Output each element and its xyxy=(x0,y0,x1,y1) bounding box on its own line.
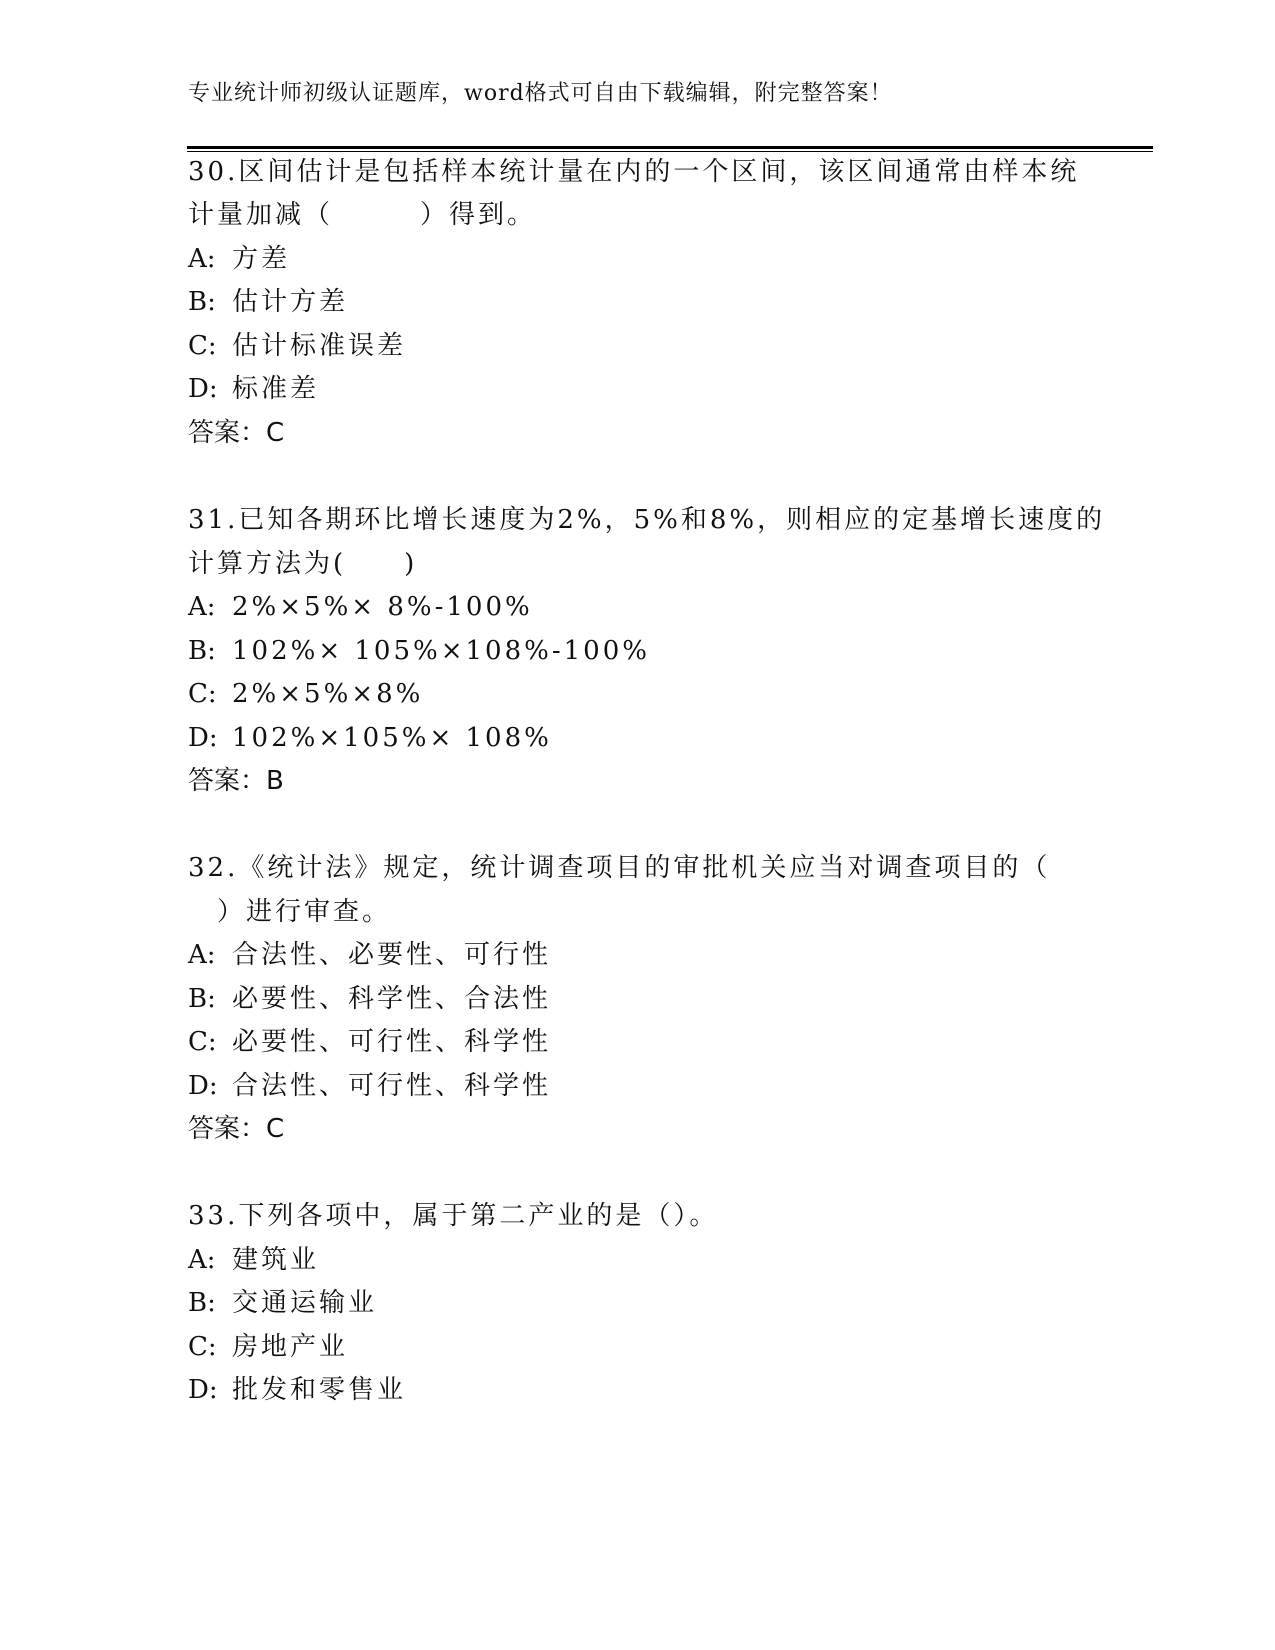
option-d xyxy=(188,1373,406,1407)
option-letter: C: xyxy=(188,331,217,361)
question-text-line: 32.《统计法》规定，统计调查项目的审批机关应当对调查项目的（ xyxy=(188,853,1051,883)
answer: 答案：C xyxy=(188,1114,285,1144)
option-d xyxy=(188,721,552,755)
question-text-line: 31.已知各期环比增长速度为2%，5%和8%，则相应的定基增长速度的 xyxy=(188,505,1106,535)
option-a xyxy=(188,1243,319,1277)
option-b xyxy=(188,634,650,668)
option-letter: B: xyxy=(188,287,216,317)
option-text: 102%× 105%×108%-100% xyxy=(232,636,650,666)
header-divider xyxy=(187,146,1153,152)
option-text: 合法性、必要性、可行性 xyxy=(232,940,552,970)
option-letter: B: xyxy=(188,984,216,1014)
option-text: 房地产业 xyxy=(232,1332,349,1362)
option-a xyxy=(188,938,551,972)
option-letter: D: xyxy=(188,1071,218,1101)
option-c xyxy=(188,1025,551,1059)
answer: 答案：B xyxy=(188,766,284,796)
option-text: 批发和零售业 xyxy=(232,1375,407,1405)
option-text: 估计标准误差 xyxy=(232,331,407,361)
option-letter: A: xyxy=(188,1245,216,1275)
option-letter: D: xyxy=(188,723,218,753)
answer: 答案：C xyxy=(188,418,285,448)
option-b xyxy=(188,1286,377,1320)
option-letter: A: xyxy=(188,592,216,622)
option-text: 交通运输业 xyxy=(232,1288,378,1318)
option-letter: C: xyxy=(188,1332,217,1362)
option-letter: C: xyxy=(188,679,217,709)
option-c xyxy=(188,677,423,711)
option-c xyxy=(188,329,406,363)
option-letter: A: xyxy=(188,244,216,274)
option-letter: A: xyxy=(188,940,216,970)
option-text: 必要性、科学性、合法性 xyxy=(232,984,552,1014)
question-text-line: ）进行审查。 xyxy=(188,897,392,927)
option-text: 建筑业 xyxy=(232,1245,320,1275)
option-text: 合法性、可行性、科学性 xyxy=(232,1071,552,1101)
option-text: 标准差 xyxy=(232,374,320,404)
question-text-line: 33.下列各项中，属于第二产业的是（）。 xyxy=(188,1201,719,1231)
page-header: 专业统计师初级认证题库，word格式可自由下载编辑，附完整答案！ xyxy=(188,81,893,106)
option-text: 102%×105%× 108% xyxy=(232,723,552,753)
option-a xyxy=(188,242,290,276)
option-letter: B: xyxy=(188,1288,216,1318)
option-d xyxy=(188,1069,551,1103)
option-text: 2%×5%× 8%-100% xyxy=(232,592,533,622)
option-c xyxy=(188,1330,348,1364)
option-letter: C: xyxy=(188,1027,217,1057)
option-text: 2%×5%×8% xyxy=(232,679,424,709)
option-letter: B: xyxy=(188,636,216,666)
option-a xyxy=(188,590,533,624)
question-text-line: 30.区间估计是包括样本统计量在内的一个区间，该区间通常由样本统 xyxy=(188,157,1080,187)
option-letter: D: xyxy=(188,1375,218,1405)
option-d xyxy=(188,372,319,406)
option-text: 必要性、可行性、科学性 xyxy=(232,1027,552,1057)
option-b xyxy=(188,285,348,319)
question-text-line: 计量加减（ ）得到。 xyxy=(188,200,537,230)
option-text: 估计方差 xyxy=(232,287,349,317)
option-letter: D: xyxy=(188,374,218,404)
option-text: 方差 xyxy=(232,244,291,274)
option-b xyxy=(188,982,551,1016)
question-text-line: 计算方法为( ) xyxy=(188,549,418,579)
